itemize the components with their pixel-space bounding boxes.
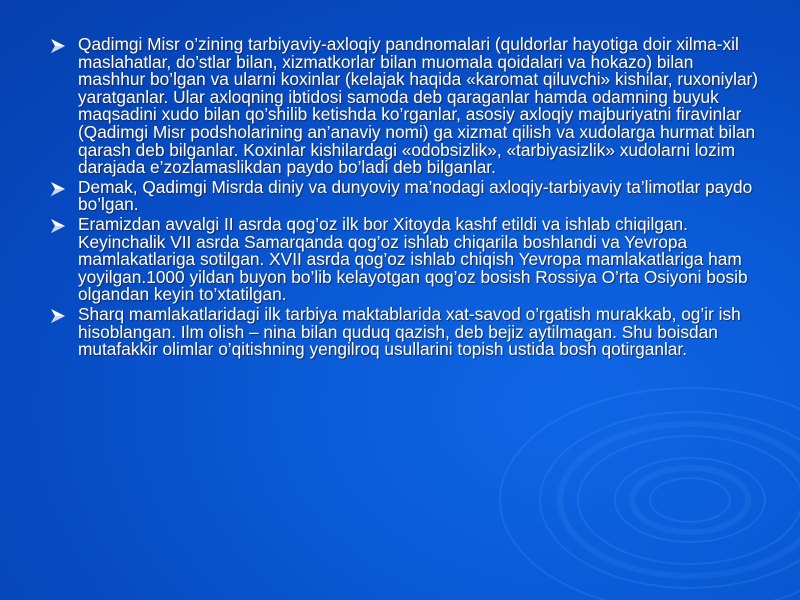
bullet-text: Eramizdan avvalgi II asrda qog’oz ilk bor Xitoyda kashf etildi va ishlab chiqilgan. Keyinchalik VII asrda Samarqanda qog’oz ishlab chiqarila boshlandi va Yevropa mamlakatlariga sotilgan. XVII asrda qog’oz ishlab chiqish Yevropa mamlakatlariga ham yoyilgan.1000 yildan buyon bo’lib kelayotgan qog’oz bosish Rossiya O’rta Osiyoni bosib olgandan keyin to’xtatilgan. — [78, 213, 748, 305]
arrowhead-bullet-icon — [50, 39, 66, 53]
arrowhead-bullet-icon — [50, 182, 66, 196]
bullet-item — [50, 176, 760, 215]
bullet-item — [50, 36, 760, 177]
bullet-text: Sharq mamlakatlaridagi ilk tarbiya maktablarida xat-savod o’rgatish murakkab, og’ir ish hisoblangan. Ilm olish – nina bilan quduq qazish, deb bejiz aytilmagan. Shu boisdan mutafakkir olimlar o’qitishning yengilroq usullarini topish ustida bosh qotirganlar. — [78, 303, 741, 360]
bullet-item — [50, 303, 760, 360]
bullet-text: Qadimgi Misr o’zining tarbiyaviy-axloqiy pandnomalari (quldorlar hayotiga doir xilma-xil maslahatlar, do’stlar bilan, xizmatkorlar bilan muomala qoidalari va hokazo) bilan mashhur bo’lgan va ularni koxinlar (kelajak haqida «karomat qiluvchi» kishilar, ruxoniylar) yaratganlar. Ular axloqning ibtidosi samoda deb qaraganlar hamda odamning buyuk maqsadini xudo bilan qo’shilib ketishda ko’rganlar, asosiy axloqiy majburiyatni firavinlar (Qadimgi Misr podsholarining an’anaviy nomi) ga xizmat qilish va xudolarga hurmat bilan qarash deb bilganlar. Koxinlar kishilardagi «odobsizlik», «tarbiyasizlik» xudolarni lozim darajada e’zozlamaslikdan paydo bo’ladi deb bilganlar. — [78, 34, 759, 178]
bullet-item — [50, 213, 760, 305]
arrowhead-bullet-icon — [50, 219, 66, 233]
bullet-list — [50, 36, 760, 359]
arrowhead-bullet-icon — [50, 309, 66, 323]
bullet-text: Demak, Qadimgi Misrda diniy va dunyoviy ma’nodagi axloqiy-tarbiyaviy ta’limotlar paydo bo’lgan. — [78, 176, 753, 215]
slide-body — [50, 36, 760, 361]
